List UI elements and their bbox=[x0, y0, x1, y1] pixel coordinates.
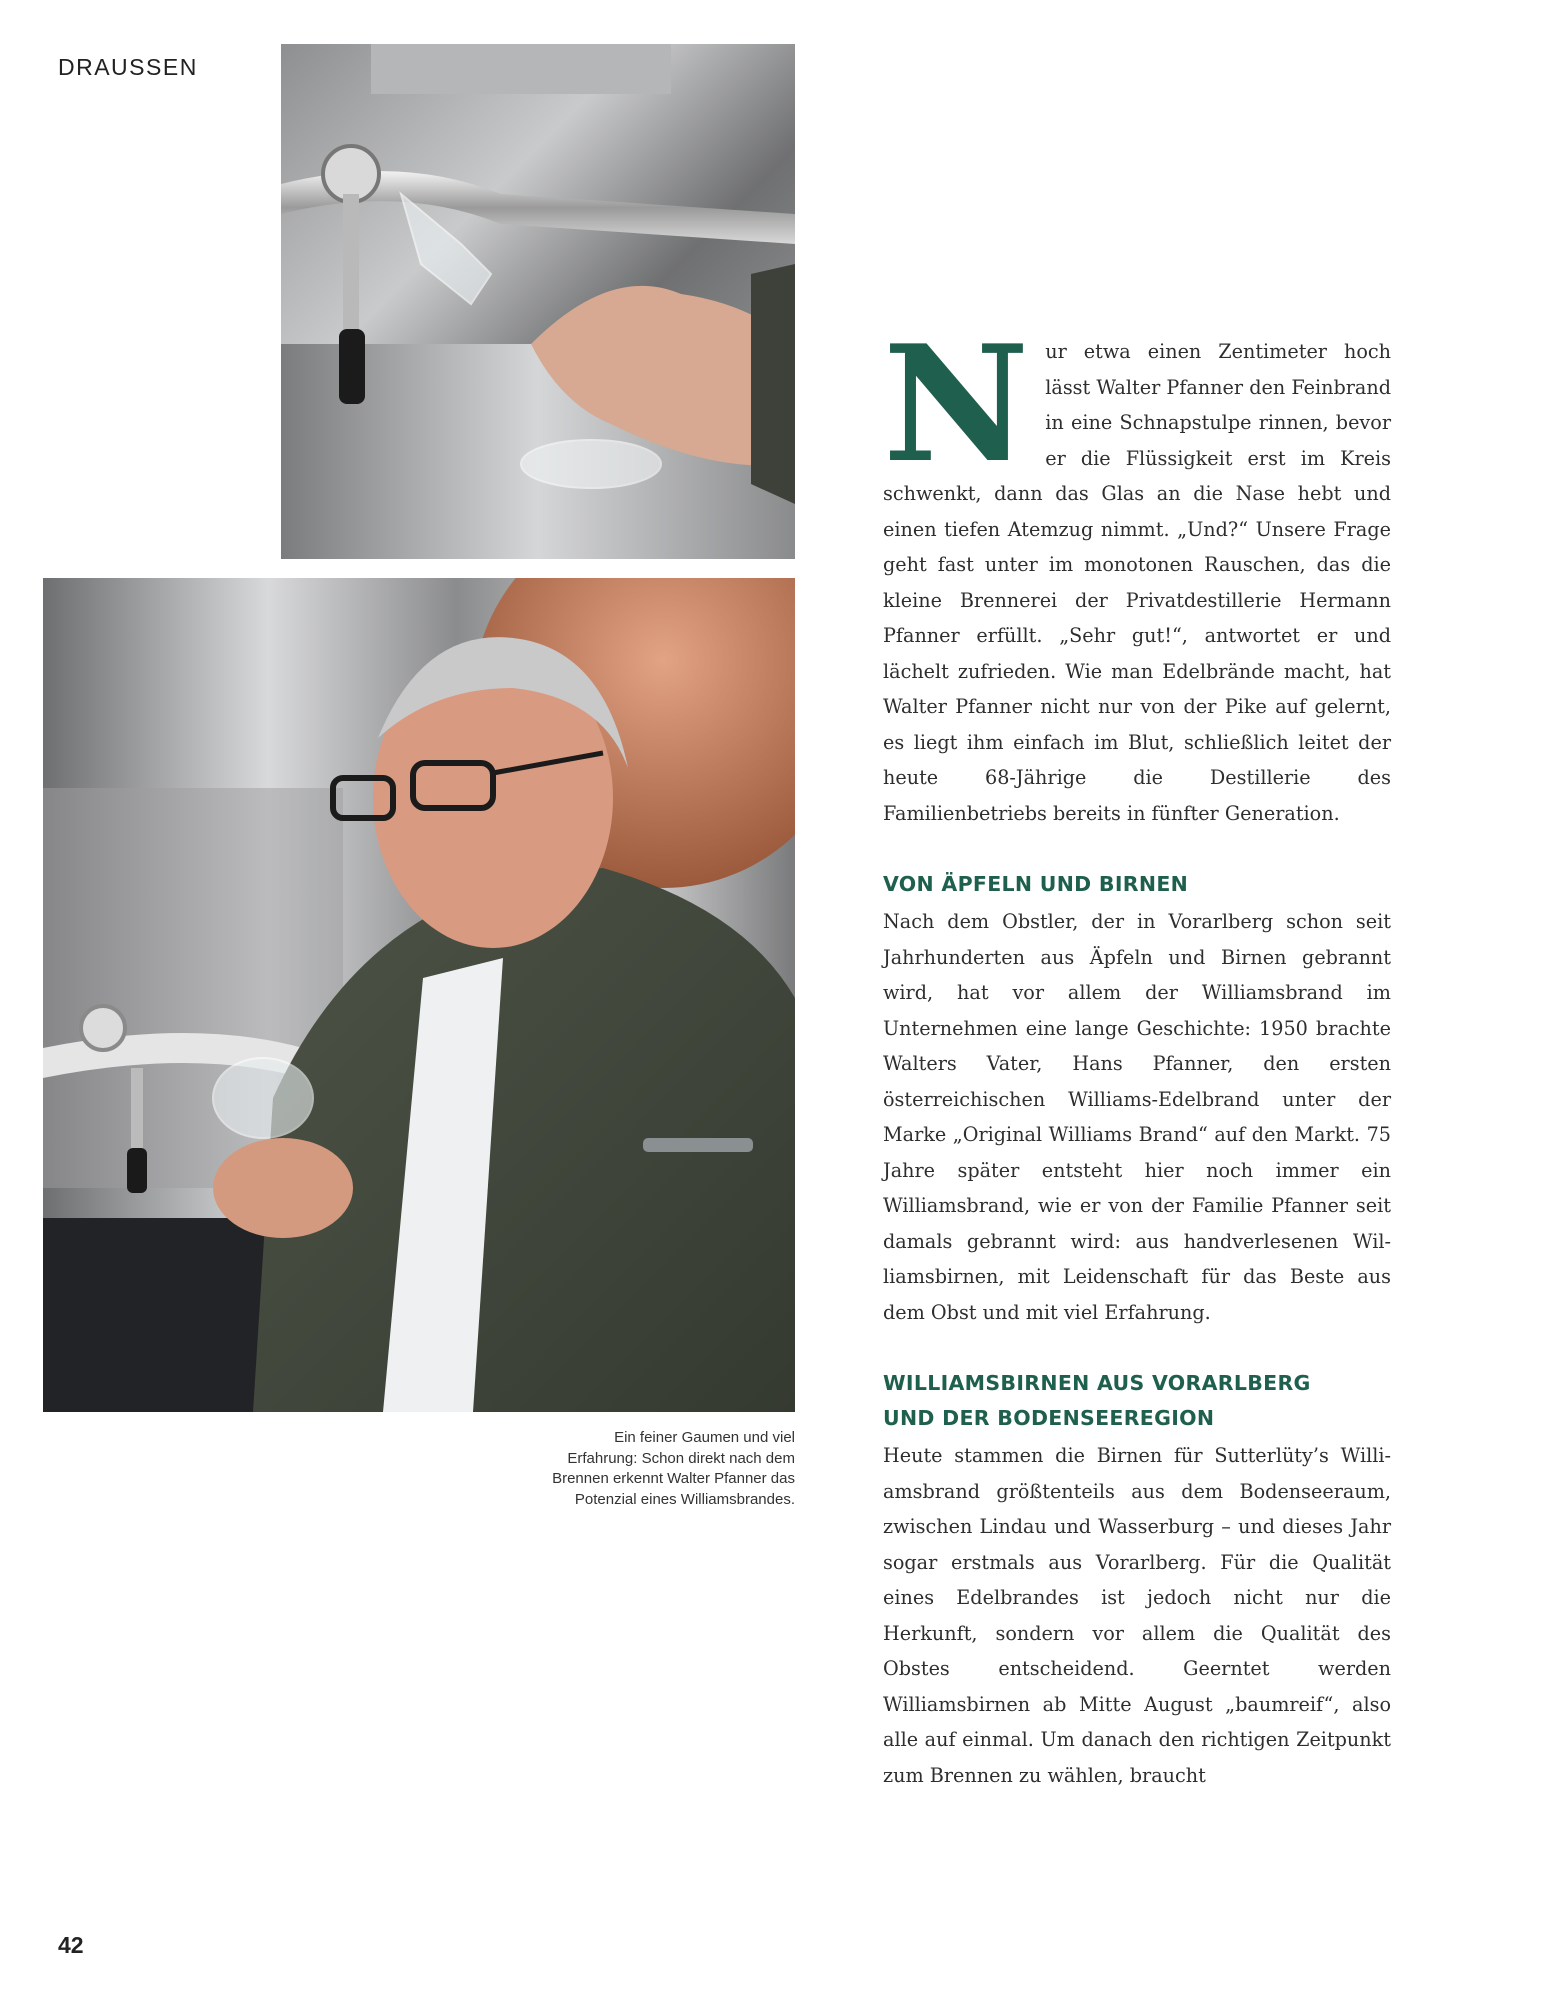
section-paragraph-apples-pears: Nach dem Obstler, der in Vorarlberg schon seit Jahrhunderten aus Äpfeln und Birnen gebrannt wird, hat vor allem der Williamsbrand im Unternehmen eine lange Geschichte: 1950 brachte Walters Vater, Hans Pfanner, den ersten österreichischen Williams-Edelbrand unter der Marke „Original Williams Brand“ auf den Markt. 75 Jahre später entsteht hier noch immer ein Williamsbrand, wie er von der Familie Pfanner seit damals gebrannt wird: aus handverlesenen Williamsbirnen, mit Leidenschaft für das Beste aus dem Obst und mit viel Erfahrung. bbox=[883, 910, 1391, 1324]
photo-glass-tap-image bbox=[281, 44, 795, 559]
photo-portrait-man-glass bbox=[43, 578, 795, 1412]
section-heading-williams-pears bbox=[883, 1366, 1391, 1436]
page-number: 42 bbox=[58, 1932, 84, 1958]
photo-glass-tap bbox=[281, 44, 795, 559]
intro-text: ur etwa einen Zentimeter hoch lässt Walter Pfanner den Feinbrand in eine Schnapstulpe rinnen, bevor er die Flüssigkeit erst im Kreis schwenkt, dann das Glas an die Nase hebt und einen tiefen Atemzug nimmt. „Und?“ Unsere Frage geht fast unter im monotonen Rauschen, das die kleine Brennerei der Privatdestillerie Hermann Pfanner erfüllt. „Sehr gut!“, antwortet er und lächelt zufrieden. Wie man Edelbrände macht, hat Walter Pfanner nicht nur von der Pike auf gelernt, es liegt ihm einfach im Blut, schließlich leitet der heute 68-Jährige die Destillerie des Familienbetriebs bereits in fünfter Generation. bbox=[883, 340, 1391, 825]
section-label: DRAUSSEN bbox=[58, 54, 198, 80]
photo-caption: Ein feiner Gaumen und viel Erfahrung: Schon direkt nach dem Brennen erkennt Walter Pfanner das Potenzial eines Williamsbrandes. bbox=[552, 1429, 795, 1508]
drop-cap: N bbox=[883, 310, 1030, 498]
intro-paragraph bbox=[883, 310, 1391, 831]
heading-line-2: UND DER BODENSEEREGION bbox=[883, 1406, 1215, 1430]
photo-portrait-image bbox=[43, 578, 795, 1412]
section-paragraph-williams-pears: Heute stammen die Birnen für Sutterlüty’s Williamsbrand größtenteils aus dem Bodenseeraum, zwischen Lindau und Wasserburg – und dieses Jahr sogar erstmals aus Vorarlberg. Für die Qualität eines Edelbrandes ist jedoch nicht nur die Herkunft, sondern vor allem die Qualität des Obstes entscheidend. Geerntet werden Williamsbirnen ab Mitte August „baumreif“, also alle auf einmal. Um danach den richtigen Zeitpunkt zum Brennen zu wählen, braucht bbox=[883, 1444, 1391, 1787]
heading-line-1: WILLIAMSBIRNEN AUS VORARLBERG bbox=[883, 1371, 1311, 1395]
article-body bbox=[883, 310, 1391, 1793]
section-heading-apples-pears: VON ÄPFELN UND BIRNEN bbox=[883, 872, 1189, 896]
